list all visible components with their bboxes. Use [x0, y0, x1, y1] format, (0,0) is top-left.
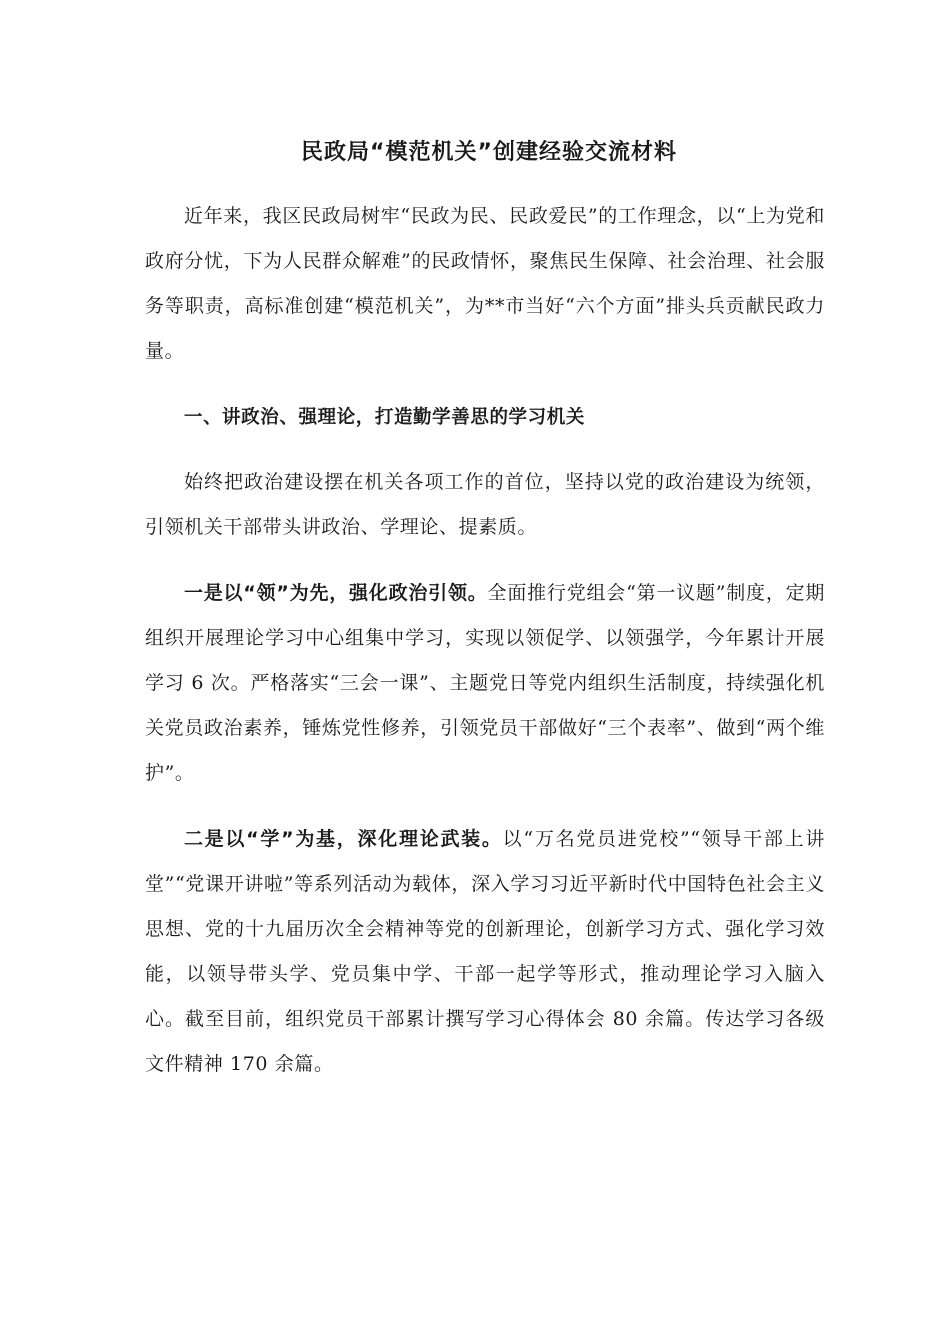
point-two-body: 以“万名党员进党校”“领导干部上讲堂”“党课开讲啦”等系列活动为载体，深入学习习近平新时代中国特色社会主义思想、党的十九届历次全会精神等党的创新理论，创新学习方式、强化学习效能，以领导带头学、党员集中学、干部一起学等形式，推动理论学习入脑入心。截至目前，组织党员干部累计撰写学习心得体会 80 余篇。传达学习各级文件精神 170 余篇。: [145, 828, 826, 1075]
point-one-body: 全面推行党组会“第一议题”制度，定期组织开展理论学习中心组集中学习，实现以领促学、以领强学，今年累计开展学习 6 次。严格落实“三会一课”、主题党日等党内组织生活制度，持续强化机关党员政治素养，锤炼党性修养，引领党员干部做好“三个表率”、做到“两个维护”。: [145, 582, 825, 784]
point-two-lead: 二是以“学”为基，深化理论武装。: [183, 828, 503, 850]
section-summary-paragraph: 始终把政治建设摆在机关各项工作的首位，坚持以党的政治建设为统领，引领机关干部带头讲政治、学理论、提素质。: [145, 471, 825, 538]
document-title: 民政局“模范机关”创建经验交流材料: [301, 140, 677, 165]
point-two-paragraph: [145, 817, 825, 1087]
section-heading: 一、讲政治、强理论，打造勤学善思的学习机关: [183, 407, 585, 428]
point-one-lead: 一是以“领”为先，强化政治引领。: [183, 582, 488, 604]
point-one-paragraph: [145, 571, 825, 796]
document-page: [145, 128, 825, 1087]
intro-paragraph: 近年来，我区民政局树牢“民政为民、民政爱民”的工作理念，以“上为党和政府分忧，下为人民群众解难”的民政情怀，聚焦民生保障、社会治理、社会服务等职责，高标准创建“模范机关”，为**市当好“六个方面”排头兵贡献民政力量。: [145, 205, 825, 362]
